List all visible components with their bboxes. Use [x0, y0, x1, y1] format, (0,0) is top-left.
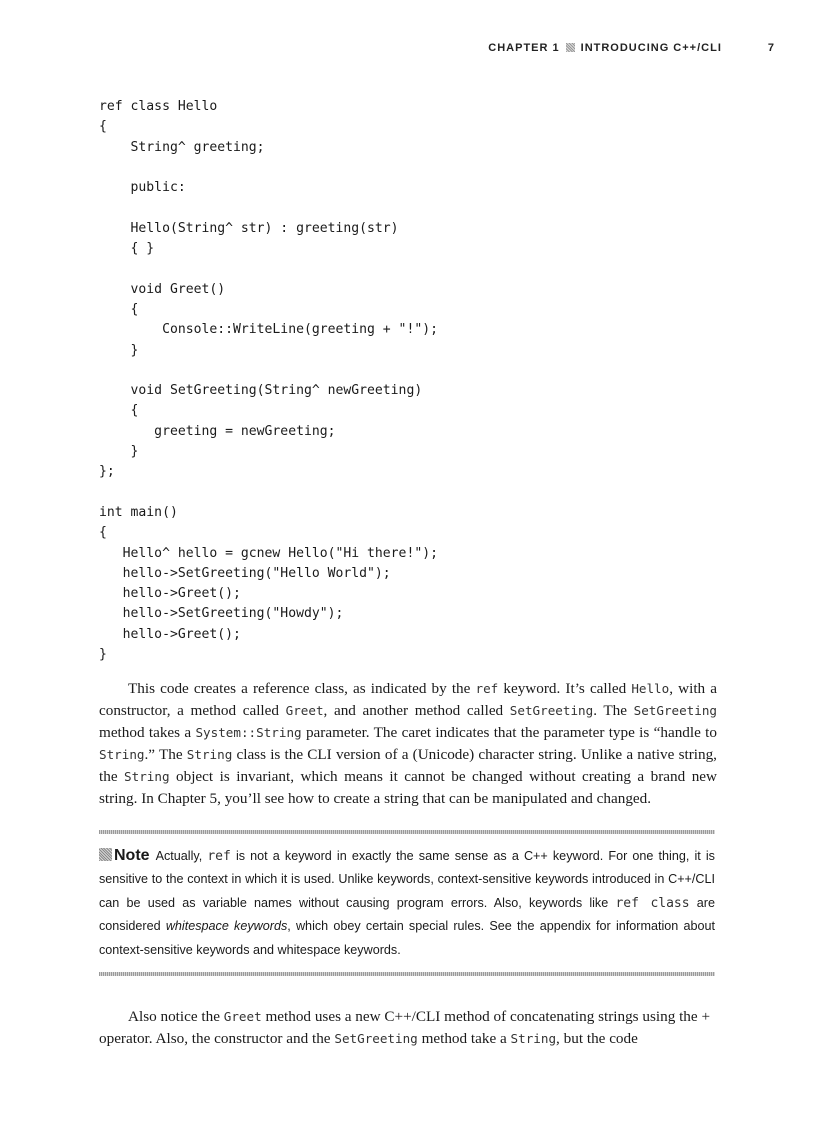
inline-code: SetGreeting — [633, 703, 718, 718]
text-run: , which obey certain special rules. See the appendix for information about context-sensitive keywords and whitespace keywords. — [99, 919, 715, 957]
text-run: . The — [593, 702, 634, 719]
text-run: , but the code — [556, 1030, 638, 1047]
page-number: 7 — [767, 42, 775, 54]
code-line: { — [99, 525, 107, 541]
code-line: { — [99, 119, 107, 135]
code-line: public: — [99, 180, 186, 196]
inline-code: ref — [475, 681, 499, 696]
text-run: method uses a new C++/CLI method of concatenating strings using the + operator. Also, the constructor and the — [99, 1008, 711, 1047]
inline-code: ref — [207, 849, 231, 864]
code-listing — [99, 97, 438, 665]
code-line: } — [99, 647, 107, 663]
text-run: This code creates a reference class, as indicated by the — [128, 680, 476, 697]
code-line — [99, 483, 438, 503]
code-line: }; — [99, 464, 115, 480]
inline-code: ref class — [615, 895, 690, 911]
text-run: parameter. The caret indicates that the parameter type is “handle to — [301, 724, 717, 741]
text-run: .” The — [144, 746, 187, 763]
code-line: { — [99, 403, 139, 419]
text-run: method take a — [417, 1030, 511, 1047]
code-line: { — [99, 301, 139, 317]
text-run: , and another method called — [323, 702, 510, 719]
text-run: object is invariant, which means it cannot be changed without creating a brand new string. In Chapter 5, you’ll see how to create a string that can be manipulated and changed. — [99, 768, 717, 807]
code-line: } — [99, 342, 139, 358]
note-text — [99, 844, 715, 962]
note-label: Note — [114, 847, 150, 864]
inline-code: Greet — [223, 1009, 262, 1024]
text-run: Actually, — [155, 849, 208, 863]
code-line — [99, 198, 438, 218]
text-run: keyword. It’s called — [498, 680, 632, 697]
inline-code: Greet — [285, 703, 324, 718]
code-line — [99, 361, 438, 381]
code-line: } — [99, 444, 139, 460]
running-header — [0, 42, 775, 54]
note-top-rule — [99, 830, 715, 834]
inline-code: Hello — [631, 681, 670, 696]
text-run: method takes a — [99, 724, 196, 741]
code-line: hello->Greet(); — [99, 586, 241, 602]
code-line — [99, 158, 438, 178]
text-run: are considered — [99, 895, 715, 934]
code-line: hello->Greet(); — [99, 626, 241, 642]
code-line: hello->SetGreeting("Hello World"); — [99, 565, 391, 581]
inline-code: String — [186, 747, 233, 762]
code-line: void SetGreeting(String^ newGreeting) — [99, 383, 423, 399]
code-line: Hello(String^ str) : greeting(str) — [99, 220, 399, 236]
text-run: is not a keyword in exactly the same sense as a C++ keyword. For one thing, it is sensitive to the context in which it is used. Unlike keywords, context-sensitive keywords introduced in C++/CLI can be used as variable names without causing program errors. Also, keywords like — [99, 849, 715, 910]
text-run: class is the CLI version of a (Unicode) character string. Unlike a native string, the — [99, 746, 717, 785]
inline-code: SetGreeting — [509, 703, 594, 718]
note-bottom-rule — [99, 972, 715, 976]
code-line: Console::WriteLine(greeting + "!"); — [99, 322, 438, 338]
body-paragraph-ref-class — [99, 678, 717, 810]
text-run: Also notice the — [128, 1008, 224, 1025]
inline-code: SetGreeting — [334, 1031, 418, 1046]
code-line — [99, 259, 438, 279]
inline-code: String — [99, 747, 145, 762]
inline-code: String — [510, 1031, 557, 1046]
note-box — [99, 830, 715, 976]
inline-code: System::String — [195, 725, 302, 740]
inline-code: String — [124, 769, 170, 784]
emphasis-text: whitespace keywords — [165, 919, 288, 934]
chapter-title: INTRODUCING C++/CLI — [580, 42, 722, 54]
code-line: greeting = newGreeting; — [99, 423, 336, 439]
separator-square-icon — [566, 43, 575, 52]
text-run: , with a constructor, a method called — [99, 680, 717, 719]
body-paragraph-greet — [99, 1006, 717, 1050]
code-line: hello->SetGreeting("Howdy"); — [99, 606, 344, 622]
chapter-label: CHAPTER 1 — [488, 42, 560, 54]
code-line: { } — [99, 241, 155, 257]
code-line: int main() — [99, 504, 178, 520]
code-line: void Greet() — [99, 281, 226, 297]
code-line: String^ greeting; — [99, 139, 265, 155]
note-square-icon — [99, 848, 112, 861]
code-line: ref class Hello — [99, 99, 218, 114]
code-line: Hello^ hello = gcnew Hello("Hi there!"); — [99, 545, 438, 561]
